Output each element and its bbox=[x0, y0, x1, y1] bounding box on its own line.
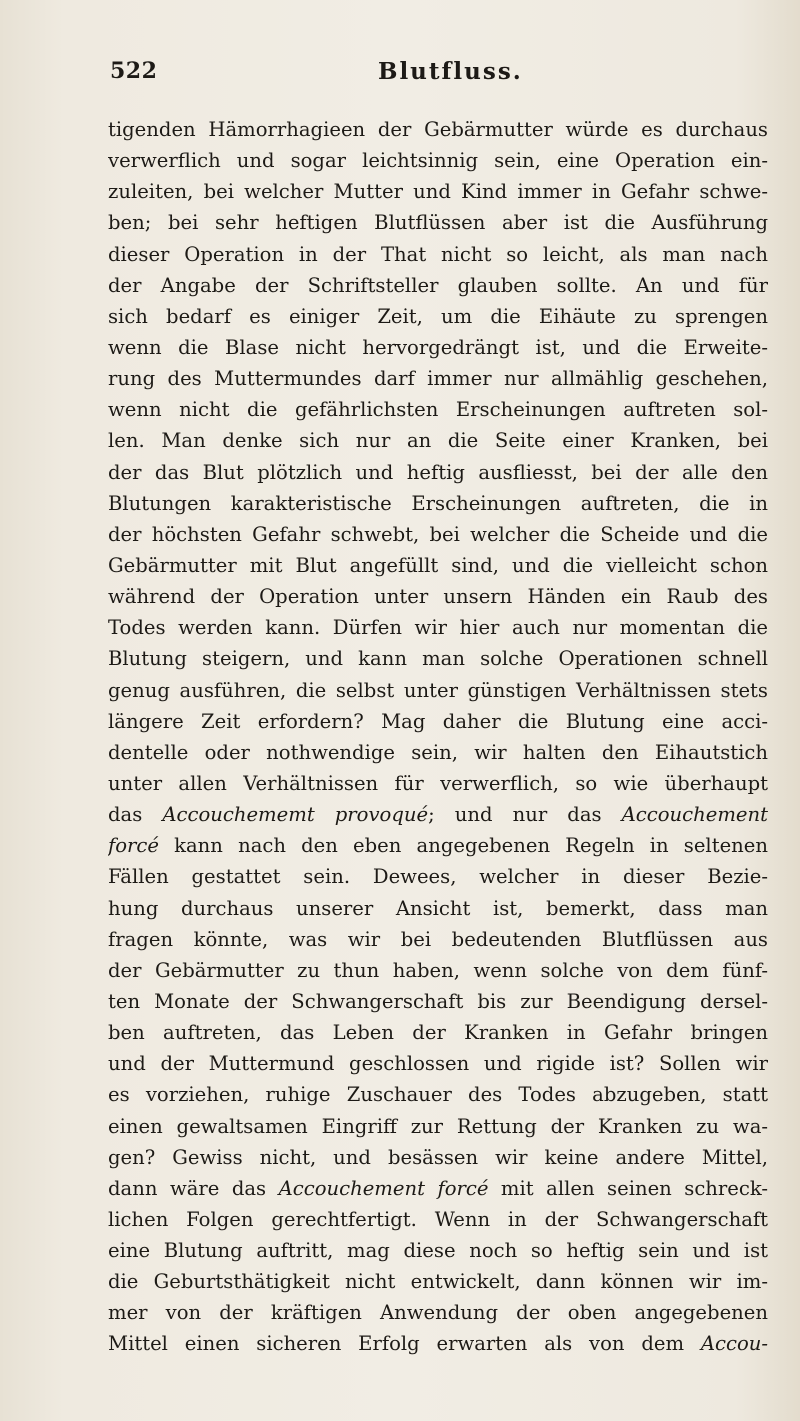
italic-term: Accou- bbox=[700, 1332, 768, 1356]
text-line: len. Man denke sich nur an die Seite einer Kranken, bei bbox=[108, 429, 768, 453]
text-line: gen? Gewiss nicht, und besässen wir keine andere Mittel, bbox=[108, 1145, 768, 1169]
text-line: Fällen gestattet sein. Dewees, welcher in dieser Bezie- bbox=[108, 865, 768, 889]
text-line: verwerflich und sogar leichtsinnig sein, eine Operation ein- bbox=[108, 149, 768, 173]
italic-term: Accouchememt provoqué bbox=[162, 803, 429, 827]
text-line: Gebärmutter mit Blut angefüllt sind, und die vielleicht schon bbox=[108, 553, 768, 577]
text-line: fragen könnte, was wir bei bedeutenden Blutflüssen aus bbox=[108, 927, 768, 951]
text-line: sich bedarf es einiger Zeit, um die Eihäute zu sprengen bbox=[108, 304, 768, 328]
italic-term: forcé bbox=[108, 834, 159, 858]
text-line: Blutung steigern, und kann man solche Operationen schnell bbox=[108, 647, 768, 671]
text-line: der Gebärmutter zu thun haben, wenn solche von dem fünf- bbox=[108, 958, 768, 982]
text-run: ; und nur das bbox=[428, 803, 622, 827]
text-line: zuleiten, bei welcher Mutter und Kind immer in Gefahr schwe- bbox=[108, 180, 768, 204]
text-line: ben auftreten, das Leben der Kranken in Gefahr bringen bbox=[108, 1021, 768, 1045]
text-line: lichen Folgen gerechtfertigt. Wenn in der Schwangerschaft bbox=[108, 1207, 768, 1231]
text-line: genug ausführen, die selbst unter günstigen Verhältnissen stets bbox=[108, 678, 768, 702]
text-run: das bbox=[108, 803, 163, 827]
running-head: Blutfluss. bbox=[378, 58, 523, 85]
text-line: einen gewaltsamen Eingriff zur Rettung der Kranken zu wa- bbox=[108, 1114, 768, 1138]
text-run: mit allen seinen schreck- bbox=[488, 1176, 768, 1200]
page-number: 522 bbox=[110, 58, 158, 84]
text-run: Mittel einen sicheren Erfolg erwarten als von dem bbox=[108, 1332, 701, 1356]
body-text bbox=[108, 114, 768, 1360]
text-line: längere Zeit erfordern? Mag daher die Blutung eine acci- bbox=[108, 709, 768, 733]
text-line bbox=[108, 1173, 768, 1204]
text-run: dann wäre das bbox=[108, 1176, 279, 1200]
text-line: ten Monate der Schwangerschaft bis zur Beendigung dersel- bbox=[108, 989, 768, 1013]
text-line: während der Operation unter unsern Händen ein Raub des bbox=[108, 585, 768, 609]
text-line: wenn die Blase nicht hervorgedrängt ist, und die Erweite- bbox=[108, 335, 768, 359]
text-line: es vorziehen, ruhige Zuschauer des Todes abzugeben, statt bbox=[108, 1083, 768, 1107]
text-line bbox=[108, 830, 768, 861]
italic-term: Accouchement forcé bbox=[278, 1176, 489, 1200]
text-line: eine Blutung auftritt, mag diese noch so heftig sein und ist bbox=[108, 1239, 768, 1263]
text-line bbox=[108, 799, 768, 830]
text-line: ben; bei sehr heftigen Blutflüssen aber ist die Ausführung bbox=[108, 211, 768, 235]
text-line: der höchsten Gefahr schwebt, bei welcher die Scheide und die bbox=[108, 522, 768, 546]
text-line: rung des Muttermundes darf immer nur allmählig geschehen, bbox=[108, 367, 768, 391]
italic-term: Accouchement bbox=[621, 803, 768, 827]
text-line: Todes werden kann. Dürfen wir hier auch nur momentan die bbox=[108, 616, 768, 640]
text-line: dentelle oder nothwendige sein, wir halten den Eihautstich bbox=[108, 740, 768, 764]
text-line: tigenden Hämorrhagieen der Gebärmutter würde es durchaus bbox=[108, 118, 768, 141]
text-line: dieser Operation in der That nicht so leicht, als man nach bbox=[108, 242, 768, 266]
page-header bbox=[0, 58, 800, 98]
text-line: wenn nicht die gefährlichsten Erscheinungen auftreten sol- bbox=[108, 398, 768, 422]
text-line: die Geburtsthätigkeit nicht entwickelt, dann können wir im- bbox=[108, 1270, 768, 1294]
text-run: kann nach den eben angegebenen Regeln in seltenen bbox=[158, 834, 768, 858]
text-line: der das Blut plötzlich und heftig ausfliesst, bei der alle den bbox=[108, 460, 768, 484]
text-line: hung durchaus unserer Ansicht ist, bemerkt, dass man bbox=[108, 896, 768, 920]
text-line bbox=[108, 1328, 768, 1359]
text-line: mer von der kräftigen Anwendung der oben angegebenen bbox=[108, 1301, 768, 1325]
text-line: unter allen Verhältnissen für verwerflich, so wie überhaupt bbox=[108, 771, 768, 795]
text-line: Blutungen karakteristische Erscheinungen auftreten, die in bbox=[108, 491, 768, 515]
text-line: der Angabe der Schriftsteller glauben sollte. An und für bbox=[108, 273, 768, 297]
text-line: und der Muttermund geschlossen und rigide ist? Sollen wir bbox=[108, 1052, 768, 1076]
